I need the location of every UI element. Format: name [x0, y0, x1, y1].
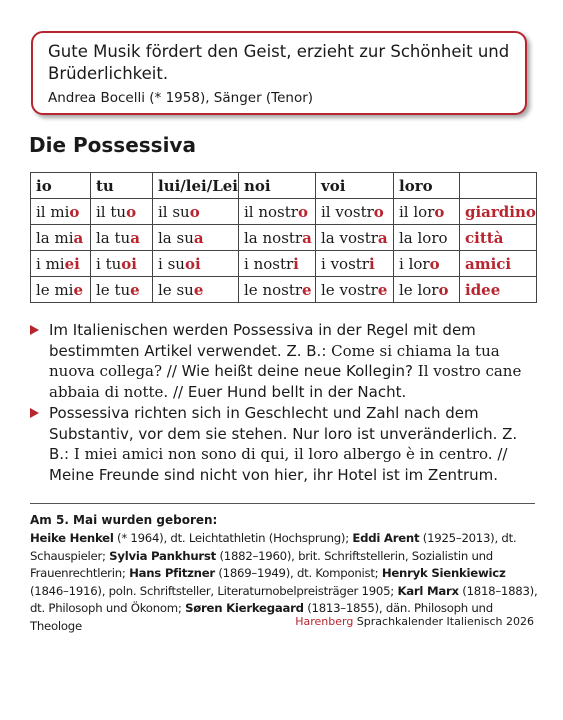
table-row	[31, 251, 537, 277]
possessive-table	[30, 172, 537, 303]
bullet-article-usage: Im Italienischen werden Possessiva in der Regel mit dem bestimmten Artikel verwendet. Z. B.: Come si chiama la tua nuova collega? // Wie heißt deine neue Kollegin? Il vostro cane abbaia di notte. // Euer Hund bellt in der Nacht.	[30, 320, 535, 402]
table-cell: il nostro	[239, 199, 316, 225]
table-header-row	[31, 173, 537, 199]
table-cell: il tuo	[91, 199, 153, 225]
noun-cell: amici	[460, 251, 537, 277]
noun-cell: città	[460, 225, 537, 251]
header-cell	[460, 173, 537, 199]
births-heading: Am 5. Mai wurden geboren:	[30, 513, 218, 527]
table-cell: la mia	[31, 225, 91, 251]
header-cell: lui/lei/Lei	[153, 173, 239, 199]
table-cell: le loro	[394, 277, 460, 303]
footer-title: Sprachkalender Italienisch 2026	[353, 615, 534, 628]
quote-author: Andrea Bocelli (* 1958), Sänger (Tenor)	[48, 90, 314, 106]
header-cell: voi	[316, 173, 394, 199]
divider	[30, 503, 535, 504]
triangle-bullet-icon	[30, 408, 39, 418]
table-cell: il vostro	[316, 199, 394, 225]
bullet-agreement: Possessiva richten sich in Geschlecht und Zahl nach dem Substantiv, vor dem sie stehen. Nur loro ist unveränderlich. Z. B.: I miei amici non sono di qui, il loro albergo è in centro. // Meine Freunde sind nicht von hier, ihr Hotel ist im Zentrum.	[30, 403, 535, 485]
header-cell: noi	[239, 173, 316, 199]
noun-cell: idee	[460, 277, 537, 303]
table-cell: i nostri	[239, 251, 316, 277]
table-cell: il suo	[153, 199, 239, 225]
quote-box	[31, 31, 527, 115]
table-cell: il mio	[31, 199, 91, 225]
section-title: Die Possessiva	[29, 133, 196, 157]
table-cell: la nostra	[239, 225, 316, 251]
table-cell: la loro	[394, 225, 460, 251]
table-cell: i tuoi	[91, 251, 153, 277]
table-cell: i loro	[394, 251, 460, 277]
header-cell: tu	[91, 173, 153, 199]
table-cell: le sue	[153, 277, 239, 303]
footer	[295, 615, 534, 628]
table-cell: le tue	[91, 277, 153, 303]
triangle-bullet-icon	[30, 325, 39, 335]
table-cell: la vostra	[316, 225, 394, 251]
table-cell: i miei	[31, 251, 91, 277]
table-row	[31, 277, 537, 303]
footer-brand: Harenberg	[295, 615, 354, 628]
noun-cell: giardino	[460, 199, 537, 225]
table-cell: le mie	[31, 277, 91, 303]
table-cell: la sua	[153, 225, 239, 251]
table-row	[31, 225, 537, 251]
table-cell: la tua	[91, 225, 153, 251]
quote-text: Gute Musik fördert den Geist, erzieht zur Schönheit und Brüderlichkeit.	[48, 42, 510, 83]
table-row	[31, 199, 537, 225]
header-cell: io	[31, 173, 91, 199]
table-cell: le nostre	[239, 277, 316, 303]
table-cell: le vostre	[316, 277, 394, 303]
table-cell: il loro	[394, 199, 460, 225]
table-cell: i vostri	[316, 251, 394, 277]
births-list: Heike Henkel (* 1964), dt. Leichtathletin (Hochsprung); Eddi Arent (1925–2013), dt. Schauspieler; Sylvia Pankhurst (1882–1960), brit. Schriftstellerin, Sozialistin und Frauenrechtlerin; Hans Pfitzner (1869–1949), dt. Komponist; Henryk Sienkiewicz (1846–1916), poln. Schriftsteller, Literaturnobelpreisträger 1905; Karl Marx (1818–1883), dt. Philosoph und Ökonom; Søren Kierkegaard (1813–1855), dän. Philosoph und Theologe	[30, 531, 538, 633]
header-cell: loro	[394, 173, 460, 199]
table-cell: i suoi	[153, 251, 239, 277]
